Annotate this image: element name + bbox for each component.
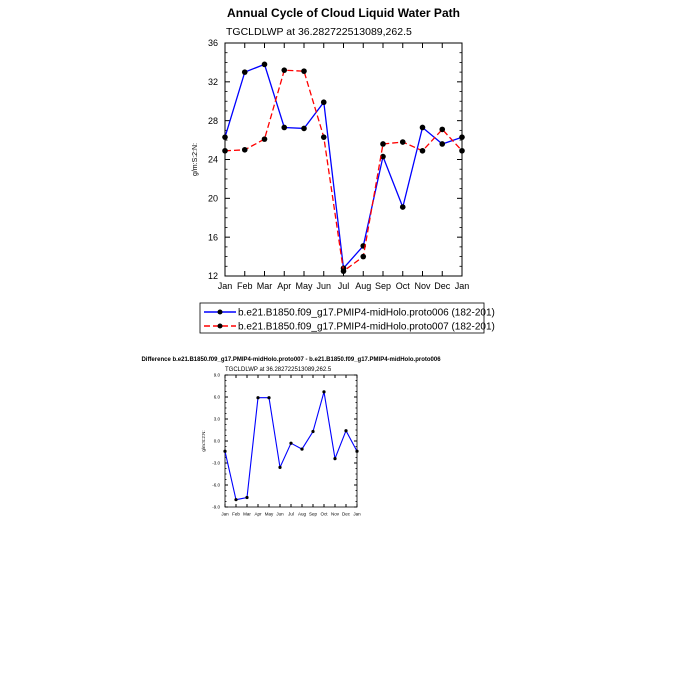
y-tick-label: 36 bbox=[207, 38, 218, 49]
legend-marker bbox=[218, 310, 223, 315]
chart-title: Difference b.e21.B1850.f09_g17.PMIP4-midHolo.proto007 - b.e21.B1850.f09_g17.PMIP4-midHolo.proto006 bbox=[141, 357, 441, 363]
data-point bbox=[459, 148, 465, 154]
data-point bbox=[439, 141, 445, 147]
data-point bbox=[380, 141, 386, 147]
y-tick-label: 3.0 bbox=[213, 416, 220, 422]
series-line-1 bbox=[225, 64, 462, 268]
data-point bbox=[344, 429, 347, 432]
x-tick-label: Jul bbox=[337, 281, 350, 291]
data-point bbox=[256, 396, 259, 399]
y-axis-label: g/m:S:2:N: bbox=[192, 142, 199, 177]
data-point bbox=[245, 496, 248, 499]
x-tick-label: Jan bbox=[221, 511, 229, 517]
data-point bbox=[301, 68, 307, 74]
data-point bbox=[420, 148, 426, 154]
x-tick-label: Jan bbox=[353, 511, 361, 517]
x-tick-label: Jun bbox=[276, 511, 284, 517]
y-tick-label: 0.0 bbox=[213, 438, 220, 444]
x-tick-label: Sep bbox=[308, 511, 318, 517]
chart-subtitle: TGCLDLWP at 36.282722513089,262.5 bbox=[225, 367, 332, 373]
x-tick-label: Nov bbox=[330, 511, 340, 517]
data-point bbox=[262, 136, 268, 142]
y-tick-label: 6.0 bbox=[213, 394, 220, 400]
data-point bbox=[242, 147, 248, 153]
series-line-2 bbox=[225, 70, 462, 271]
data-point bbox=[420, 125, 426, 131]
x-tick-label: Jul bbox=[288, 511, 294, 517]
x-tick-label: Apr bbox=[277, 281, 292, 291]
plot-frame bbox=[225, 375, 357, 507]
data-point bbox=[341, 268, 347, 274]
data-point bbox=[321, 99, 327, 105]
data-point bbox=[300, 447, 303, 450]
data-point bbox=[281, 125, 287, 131]
x-tick-label: Jan bbox=[217, 281, 233, 291]
legend-label: b.e21.B1850.f09_g17.PMIP4-midHolo.proto006 (182-201) bbox=[238, 307, 495, 319]
data-point bbox=[400, 139, 406, 145]
x-tick-label: Jan bbox=[454, 281, 470, 291]
y-tick-label: 24 bbox=[207, 154, 218, 165]
x-tick-label: Feb bbox=[232, 511, 240, 517]
data-point bbox=[289, 442, 292, 445]
data-point bbox=[333, 457, 336, 460]
data-point bbox=[222, 134, 228, 140]
y-tick-label: 20 bbox=[207, 193, 218, 204]
chart-title: Annual Cycle of Cloud Liquid Water Path bbox=[227, 6, 460, 20]
x-tick-label: Mar bbox=[243, 511, 251, 517]
legend-label: b.e21.B1850.f09_g17.PMIP4-midHolo.proto007 (182-201) bbox=[238, 321, 495, 333]
data-point bbox=[321, 134, 327, 140]
data-point bbox=[262, 62, 268, 68]
x-tick-label: May bbox=[295, 281, 313, 291]
y-tick-label: -3.0 bbox=[212, 460, 220, 466]
x-tick-label: Jun bbox=[316, 281, 332, 291]
data-point bbox=[311, 430, 314, 433]
y-tick-label: 12 bbox=[207, 271, 218, 282]
data-point bbox=[301, 126, 307, 132]
data-point bbox=[222, 148, 228, 154]
data-point bbox=[439, 127, 445, 133]
y-axis-label: g/m:S:2:N: bbox=[201, 430, 206, 452]
x-tick-label: Mar bbox=[256, 281, 273, 291]
data-point bbox=[267, 396, 270, 399]
x-tick-label: Feb bbox=[236, 281, 253, 291]
data-point bbox=[281, 67, 287, 73]
series-line-1 bbox=[225, 392, 357, 500]
x-tick-label: Nov bbox=[414, 281, 431, 291]
y-tick-label: 32 bbox=[207, 76, 218, 87]
x-tick-label: May bbox=[264, 511, 274, 517]
y-tick-label: 16 bbox=[207, 232, 218, 243]
chart-2 bbox=[141, 357, 441, 517]
data-point bbox=[223, 450, 226, 453]
data-point bbox=[234, 498, 237, 501]
data-point bbox=[400, 204, 406, 210]
y-tick-label: 9.0 bbox=[213, 372, 220, 378]
chart-subtitle: TGCLDLWP at 36.282722513089,262.5 bbox=[226, 26, 412, 38]
x-tick-label: Dec bbox=[434, 281, 451, 291]
x-tick-label: Oct bbox=[395, 281, 410, 291]
chart-1 bbox=[192, 6, 495, 333]
data-point bbox=[459, 134, 465, 140]
y-tick-label: 28 bbox=[207, 115, 218, 126]
data-point bbox=[322, 390, 325, 393]
y-tick-label: -6.0 bbox=[212, 482, 220, 488]
x-tick-label: Apr bbox=[254, 511, 262, 517]
legend-marker bbox=[218, 324, 223, 329]
data-point bbox=[278, 466, 281, 469]
data-point bbox=[360, 254, 366, 260]
data-point bbox=[242, 69, 248, 75]
plot-frame bbox=[225, 43, 462, 276]
x-tick-label: Dec bbox=[341, 511, 351, 517]
y-tick-label: -9.0 bbox=[212, 504, 220, 510]
x-tick-label: Aug bbox=[355, 281, 372, 291]
x-tick-label: Sep bbox=[374, 281, 392, 291]
x-tick-label: Aug bbox=[297, 511, 307, 517]
x-tick-label: Oct bbox=[320, 511, 328, 517]
data-point bbox=[355, 450, 358, 453]
